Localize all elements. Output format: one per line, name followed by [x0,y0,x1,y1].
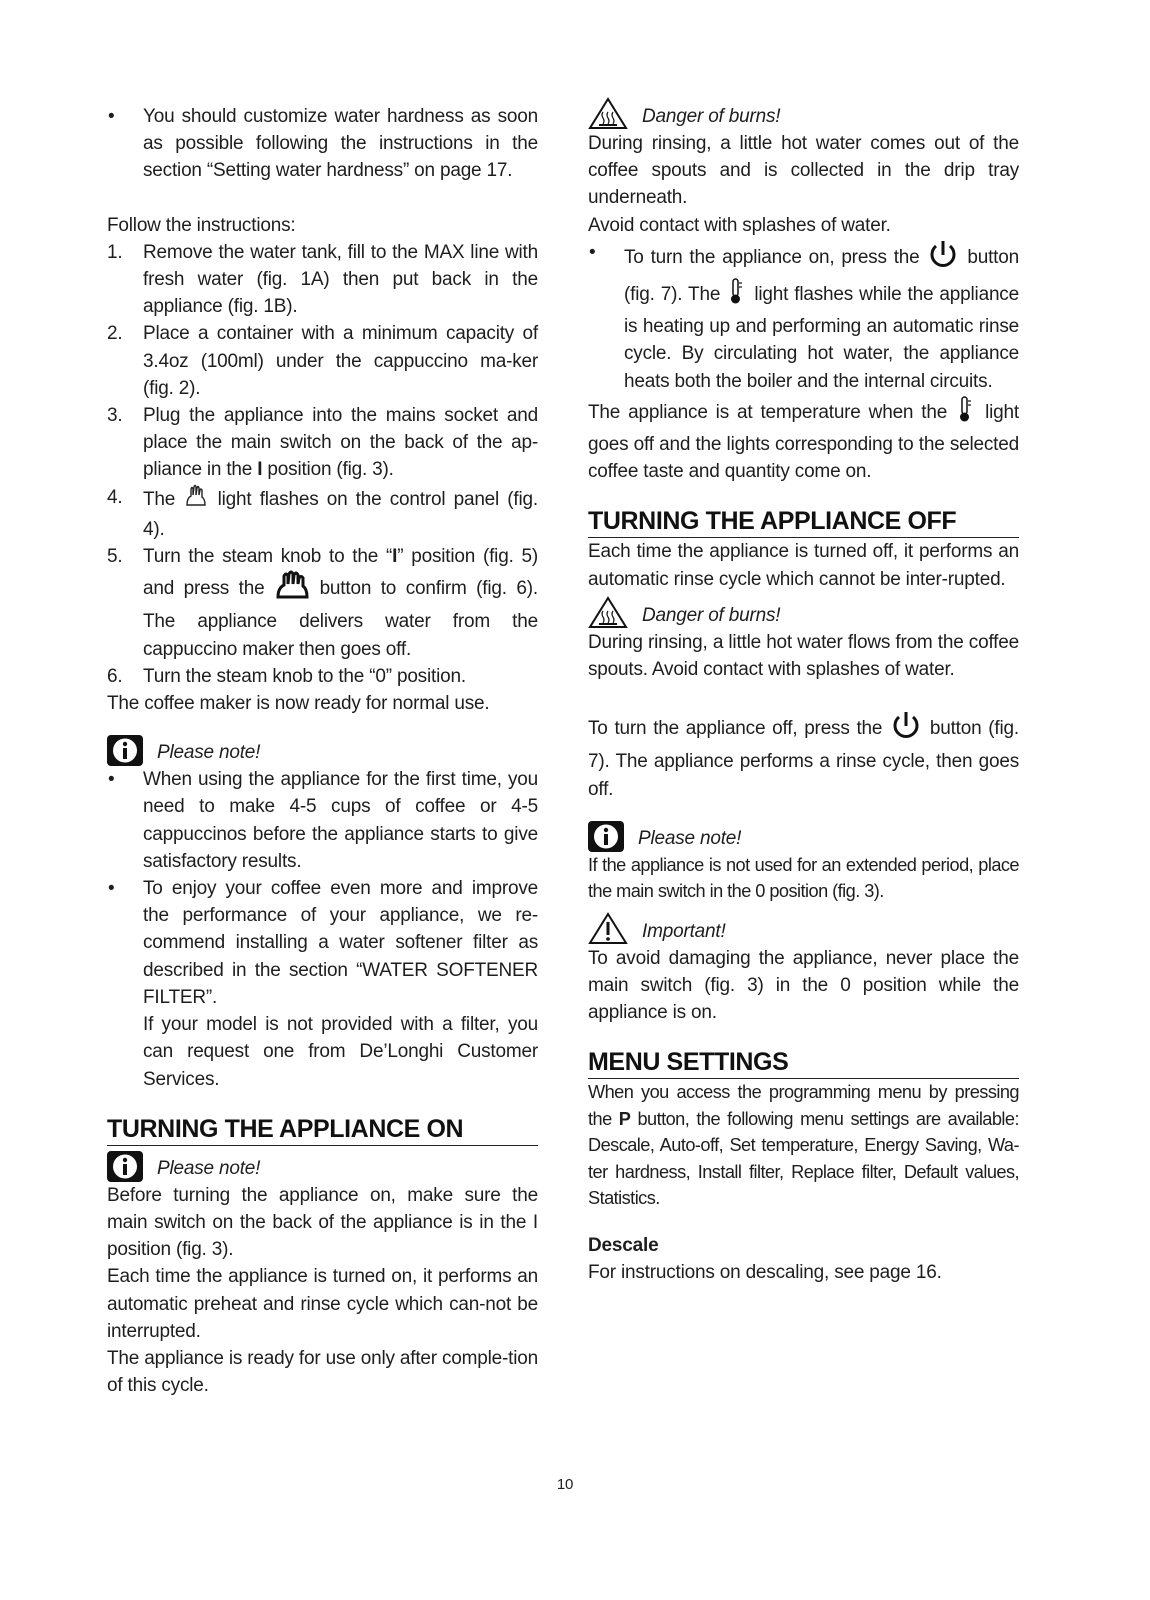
on-paragraph-1: Before turning the appliance on, make sure the main switch on the back of the appliance is in the I position (fig. 3). [107,1184,538,1261]
thermometer-icon [726,277,748,313]
avoid-contact: Avoid contact with splashes of water. [588,214,891,236]
step-6: 6. Turn the steam knob to the “0” position. [107,665,466,687]
important-paragraph: To avoid damaging the appliance, never place the main switch (fig. 3) in the 0 position while the appliance is on. [588,947,1019,1024]
step-4: 4. The light flashes on the control panel (fig. 4). [107,484,538,543]
danger-header [588,593,1019,629]
turn-on-bullet: • To turn the appliance on, press the button (fig. 7). The light flashes while the appliance is heating up and performing an automatic rinse cycle. By circulating hot water, the appliance heats both the boiler and the internal circuits. [588,239,1019,395]
heading-turning-on: TURNING THE APPLIANCE ON [107,1113,538,1146]
descale-heading: Descale [588,1234,659,1256]
filter-continuation: If your model is not provided with a filter, you can request one from De’Longhi Customer Services. [143,1014,538,1090]
danger-title: Danger of burns! [642,604,781,626]
danger-header [588,103,1019,130]
step-3: 3. Plug the appliance into the mains socket and place the main switch on the back of the ap-pliance in the I position (fig. 3). [107,405,538,481]
danger-paragraph: During rinsing, a little hot water comes out of the coffee spouts and is collected in the drip tray underneath. [588,133,1019,209]
important-title: Important! [642,920,726,942]
first-use-bullet: • When using the appliance for the first time, you need to make 4-5 cups of coffee or 4-5 cappuccinos before the appliance starts to give satisfactory results. [108,769,538,872]
step-5: 5. Turn the steam knob to the “I” position (fig. 5) and press the button to confirm (fig. 6). The appliance delivers water from the cappuccino maker then goes off. [107,546,539,660]
note-title: Please note! [157,742,261,764]
danger-title: Danger of burns! [642,106,781,127]
left-column [107,103,538,1399]
info-icon [107,735,143,766]
right-column [588,103,1019,1286]
thermometer-icon [955,395,977,431]
heading-menu-settings: MENU SETTINGS [588,1046,1019,1079]
descale-paragraph: For instructions on descaling, see page 16. [588,1262,942,1284]
on-paragraph-3: The appliance is ready for use only after comple-tion of this cycle. [107,1347,538,1397]
note-title: Please note! [638,827,742,849]
danger-paragraph: During rinsing, a little hot water flows from the coffee spouts. Avoid contact with splashes of water. [588,631,1019,681]
heading-turning-off: TURNING THE APPLIANCE OFF [588,505,1019,538]
step-1: 1. Remove the water tank, fill to the MAX line with fresh water (fig. 1A) then put back in the appliance (fig. 1B). [107,241,538,318]
follow-instructions: Follow the instructions: [107,214,296,236]
info-icon [107,1151,143,1182]
important-header [588,905,1019,945]
please-note-header [107,1146,538,1182]
note-title: Please note! [157,1157,261,1179]
hot-surface-warning-icon [588,596,628,629]
ready-text: The coffee maker is now ready for normal use. [107,693,490,715]
temperature-paragraph: The appliance is at temperature when the light goes off and the lights corresponding to the selected coffee taste and quantity come on. [588,395,1019,486]
warning-triangle-icon [588,912,628,945]
please-note-header [107,730,538,766]
hot-surface-warning-icon [588,97,628,130]
please-note-header [588,816,1019,852]
off-paragraph-1: Each time the appliance is turned off, it performs an automatic rinse cycle which cannot be inter-rupted. [588,541,1019,590]
steam-icon [274,570,310,608]
power-icon [889,710,923,748]
filter-bullet: • To enjoy your coffee even more and improve the performance of your appliance, we re-commend installing a water softener filter as described in the section “WATER SOFTENER FILTER”. [108,878,538,1008]
bullet-marker: • [108,106,115,127]
off-paragraph-2: To turn the appliance off, press the button (fig. 7). The appliance performs a rinse cycle, then goes off. [588,710,1019,803]
on-paragraph-2: Each time the appliance is turned on, it performs an automatic preheat and rinse cycle which can-not be interrupted. [107,1266,538,1342]
step-2: 2. Place a container with a minimum capacity of 3.4oz (100ml) under the cappuccino ma-ker (fig. 2). [107,323,538,399]
menu-paragraph: When you access the programming menu by pressing the P button, the following menu settings are available: Descale, Auto-off, Set temperature, Energy Saving, Wa-ter hardness, Install filter, Replace filter, Default values, Statistics. [588,1082,1019,1209]
steam-icon [183,484,209,516]
power-icon [926,239,960,277]
note-paragraph: If the appliance is not used for an extended period, place the main switch in the 0 position (fig. 3). [588,854,1019,902]
info-icon [588,821,624,852]
water-hardness-bullet: • You should customize water hardness as soon as possible following the instructions in the section “Setting water hardness” on page 17. [107,103,538,185]
page-number: 10 [556,1476,574,1493]
